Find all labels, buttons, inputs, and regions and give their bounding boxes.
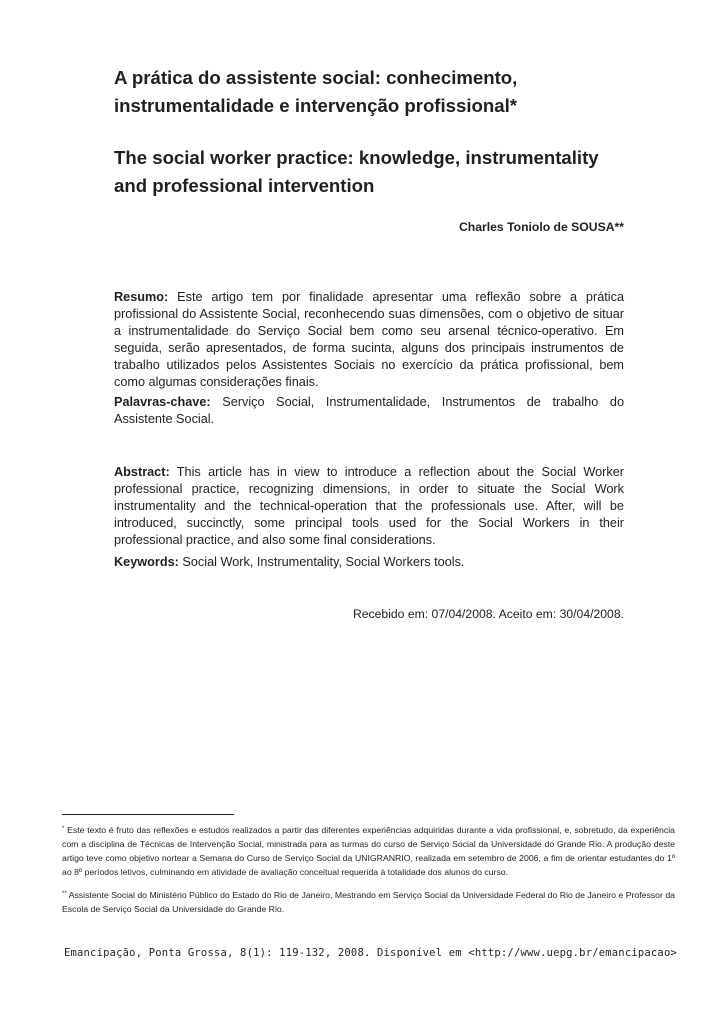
footnote-2-marker: ** <box>62 891 67 897</box>
footnote-2 <box>62 888 675 916</box>
page-footer-citation: Emancipação, Ponta Grossa, 8(1): 119-132, 2008. Disponível em <http://www.uepg.br/emancipacao> <box>63 947 677 959</box>
footnote-divider <box>62 814 234 815</box>
footnote-2-text: Assistente Social do Ministério Público do Estado do Rio de Janeiro, Mestrando em Serviço Social da Universidade Federal do Rio de Janeiro e Professor da Escola de Serviço Social da Universidade do Grande Rio. <box>62 890 675 914</box>
abstract-text: This article has in view to introduce a reflection about the Social Worker professional practice, recognizing dimensions, in order to situate the Social Work instrumentality and the technical-operation that the professionals use. After, will be introduced, succinctly, some principal tools used for the Social Workers in their professional practice, and also some final considerations. <box>114 465 625 548</box>
footnote-1-text: Este texto é fruto das reflexões e estudos realizados a partir das diferentes experiências adquiridas durante a vida profissional, e, sobretudo, da experiência com a disciplina de Técnicas de Intervenção Social, ministrada para as turmas do curso de Serviço Social da Universidade do Grande Rio. A produção deste artigo teve como objetivo nortear a Semana do Curso de Serviço Social da UNIGRANRIO, realizada em setembro de 2006, a fim de orientar estudantes do 1º ao 8º períodos letivos, culminando em atividade de avaliação conceitual requerida à totalidade dos alunos do curso. <box>62 825 675 877</box>
keywords-text: Social Work, Instrumentality, Social Workers tools. <box>182 555 465 569</box>
author-name: Charles Toniolo de SOUSA** <box>458 220 624 234</box>
resumo-label: Resumo: <box>114 290 169 304</box>
abstract-label: Abstract: <box>114 465 170 479</box>
footnote-1 <box>62 823 675 879</box>
abstract-paragraph <box>114 464 624 549</box>
received-dates: Recebido em: 07/04/2008. Aceito em: 30/04/2008. <box>352 607 624 621</box>
resumo-paragraph <box>114 289 624 392</box>
footnote-1-marker: * <box>62 826 65 832</box>
palavras-chave-label: Palavras-chave: <box>114 395 211 409</box>
palavras-chave-text: Serviço Social, Instrumentalidade, Instrumentos de trabalho do Assistente Social. <box>114 395 624 427</box>
keywords-paragraph <box>114 554 624 571</box>
resumo-text: Este artigo tem por finalidade apresentar uma reflexão sobre a prática profissional do Assistente Social, reconhecendo suas dimensões, com o objetivo de situar a instrumentalidade do Serviço Social bem como seu arsenal técnico-operativo. Em seguida, serão apresentados, de forma sucinta, alguns dos principais instrumentos de trabalho utilizados pelos Assistentes Sociais no exercício da prática profissional, bem como algumas considerações finais. <box>114 290 624 390</box>
title-english: The social worker practice: knowledge, instrumentality and professional intervention <box>114 147 599 196</box>
palavras-chave-paragraph <box>114 394 624 428</box>
title-portuguese: A prática do assistente social: conhecimento, instrumentalidade e intervenção profissional* <box>114 67 518 116</box>
keywords-label: Keywords: <box>114 555 179 569</box>
